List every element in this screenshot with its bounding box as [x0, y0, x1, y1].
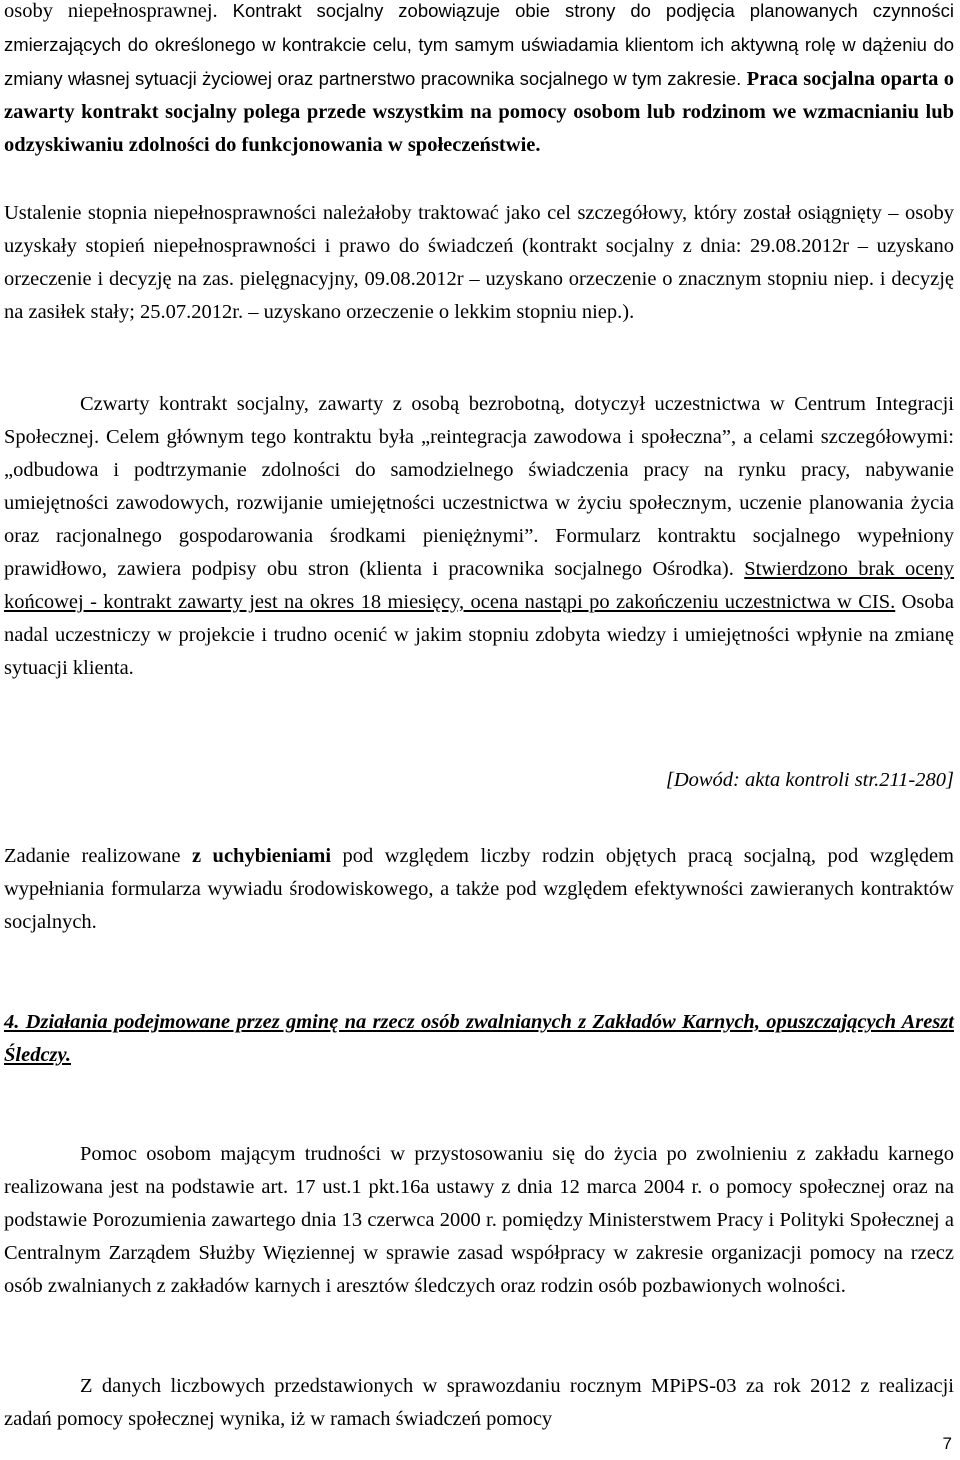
- paragraph-fourth-contract: [4, 388, 954, 685]
- fourth-contract-closing-text: Osoba nadal uczestniczy w projekcie i trudno ocenić w jakim stopniu zdobyta wiedzy i umiejętności wpłynie na zmianę sytuacji klienta.: [4, 591, 954, 679]
- paragraph-statistics: Z danych liczbowych przedstawionych w sprawozdaniu rocznym MPiPS-03 za rok 2012 z realizacji zadań pomocy społecznej wynika, iż w ramach świadczeń pomocy: [4, 1375, 954, 1430]
- assessment-text-before: Zadanie realizowane: [4, 845, 192, 867]
- paragraph-contract-obligations: [4, 0, 954, 162]
- paragraph-task-assessment: [4, 840, 954, 939]
- contract-description-text: Kontrakt socjalny zobowiązuje obie strony do podjęcia planowanych czynności zmierzających do określonego w kontrakcie celu, tym samym uświadamia klientom ich aktywną rolę w dążeniu do zmiany własnej sytuacji życiowej oraz partnerstwo pracownika socjalnego w tym zakresie.: [4, 0, 954, 89]
- page-number: 7: [942, 1434, 952, 1453]
- fourth-contract-text: Czwarty kontrakt socjalny, zawarty z osobą bezrobotną, dotyczył uczestnictwa w Centrum Integracji Społecznej. Celem głównym tego kontraktu była „reintegracja zawodowa i społeczna”, a celami szczegółowymi: „odbudowa i podtrzymanie zdolności do samodzielnego świadczenia pracy na rynku pracy, nabywanie umiejętności zawodowych, rozwijanie umiejętności uczestnictwa w życiu społecznym, uczenie planowania życia oraz racjonalnego gospodarowania środkami pieniężnymi”. Formularz kontraktu socjalnego wypełniony prawidłowo, zawiera podpisy obu stron (klienta i pracownika socjalnego Ośrodka).: [4, 393, 954, 580]
- paragraph-disability-goal: Ustalenie stopnia niepełnosprawności należałoby traktować jako cel szczegółowy, który został osiągnięty – osoby uzyskały stopień niepełnosprawności i prawo do świadczeń (kontrakt socjalny z dnia: 29.08.2012r – uzyskano orzeczenie i decyzję na zas. pielęgnacyjny, 09.08.2012r – uzyskano orzeczenie o znacznym stopniu niep. i decyzję na zasiłek stały; 25.07.2012r. – uzyskano orzeczenie o lekkim stopniu niep.).: [4, 202, 954, 323]
- paragraph-legal-basis: Pomoc osobom mającym trudności w przystosowaniu się do życia po zwolnieniu z zakładu karnego realizowana jest na podstawie art. 17 ust.1 pkt.16a ustawy z dnia 12 marca 2004 r. o pomocy społecznej oraz na podstawie Porozumienia zawartego dnia 13 czerwca 2000 r. pomiędzy Ministerstwem Pracy i Polityki Społecznej a Centralnym Zarządem Służby Więziennej w sprawie zasad współpracy w zakresie organizacji pomocy na rzecz osób zwalnianych z zakładów karnych i aresztów śledczych oraz rodzin osób pozbawionych wolności.: [4, 1143, 954, 1297]
- finding-underlined-text: Stwierdzono brak oceny końcowej - kontrakt zawarty jest na okres 18 miesięcy, ocena nastąpi po zakończeniu uczestnictwa w CIS.: [4, 558, 955, 613]
- section-heading: 4. Działania podejmowane przez gminę na rzecz osób zwalnianych z Zakładów Karnych, opuszczających Areszt Śledczy.: [4, 1011, 954, 1066]
- assessment-text-after: pod względem liczby rodzin objętych pracą socjalną, pod względem wypełniania formularza wywiadu środowiskowego, a także pod względem efektywności zawieranych kontraktów socjalnych.: [4, 845, 954, 933]
- assessment-verdict: z uchybieniami: [191, 845, 332, 867]
- evidence-reference: [Dowód: akta kontroli str.211-280]: [665, 769, 954, 791]
- paragraph-lead-text: osoby niepełnosprawnej.: [4, 0, 233, 22]
- social-work-emphasis-text: Praca socjalna oparta o zawarty kontrakt socjalny polega przede wszystkim na pomocy osobom lub rodzinom we wzmacnianiu lub odzyskiwaniu zdolności do funkcjonowania w społeczeństwie.: [4, 68, 954, 156]
